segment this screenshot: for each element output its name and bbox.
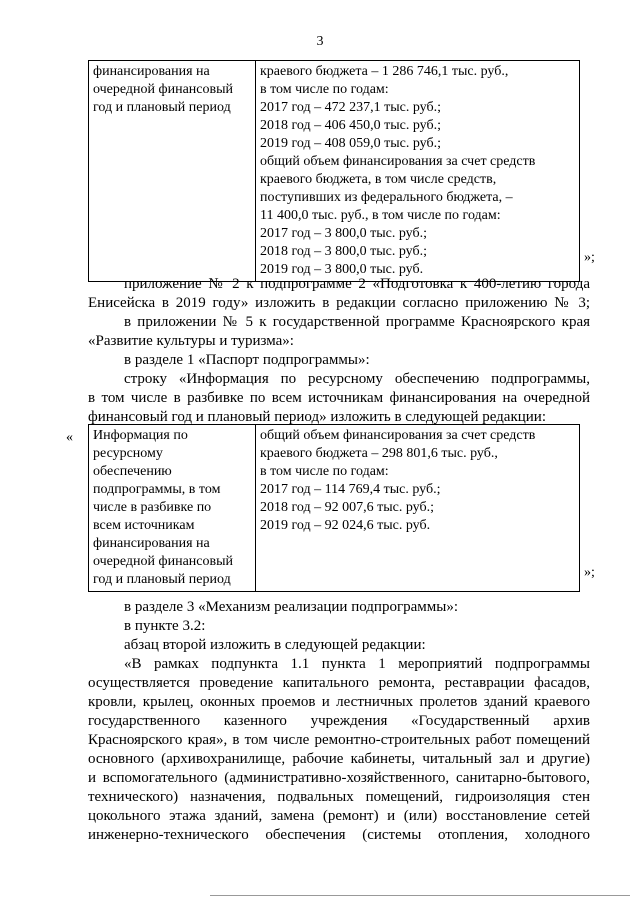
text-line: в разделе 1 «Паспорт подпрограммы»:: [124, 352, 370, 368]
text-line: государственного казенного учреждения «Государственный архив: [88, 713, 590, 729]
text-line: очередной финансовый: [93, 82, 234, 97]
text-line: 2019 год – 3 800,0 тыс. руб.: [260, 262, 424, 277]
text-line: Енисейска в 2019 году» изложить в редакции согласно приложению № 3;: [88, 295, 590, 311]
text-line: поступивших из федерального бюджета, –: [260, 190, 513, 205]
text-line: в приложении № 5 к государственной программе Красноярского края: [124, 314, 590, 330]
text-line: 2018 год – 406 450,0 тыс. руб.;: [260, 118, 441, 133]
text-line: приложение № 2 к подпрограмме 2 «Подготовка к 400-летию города: [124, 276, 590, 292]
body-text-block: [88, 275, 590, 427]
text-line: Красноярского края», в том числе ремонтно-строительных работ помещений: [88, 732, 590, 748]
text-line: в разделе 3 «Механизм реализации подпрограммы»:: [124, 599, 458, 615]
text-line: кровли, крылец, оконных проемов и лестничных пролетов зданий краевого: [88, 694, 590, 710]
text-line: финансовый год и плановый период» изложить в следующей редакции:: [88, 409, 547, 425]
text-line: 11 400,0 тыс. руб., в том числе по годам:: [260, 208, 501, 223]
text-line: абзац второй изложить в следующей редакции:: [124, 637, 426, 653]
text-line: осуществляется проведение капитального ремонта, реставрации фасадов,: [88, 675, 590, 691]
text-line: год и плановый период: [93, 100, 231, 115]
text-line: финансирования на: [93, 64, 210, 79]
text-line: краевого бюджета – 298 801,6 тыс. руб.,: [260, 446, 498, 461]
text-line: технического) назначения, подвальных помещений, гидроизоляция стен: [88, 789, 590, 805]
body-text-block: [88, 598, 590, 845]
closing-quote-mark: »;: [584, 250, 595, 265]
text-line: 2019 год – 408 059,0 тыс. руб.;: [260, 136, 441, 151]
text-line: общий объем финансирования за счет средств: [260, 154, 536, 169]
text-line: подпрограммы, в том: [93, 482, 221, 497]
text-line: 2018 год – 92 007,6 тыс. руб.;: [260, 500, 434, 515]
text-line: и вспомогательного (административно-хозяйственного, санитарно-бытового,: [88, 770, 590, 786]
text-line: ресурсному: [93, 446, 163, 461]
funding-table-new: [88, 424, 580, 592]
table-cell-value: [256, 425, 580, 592]
text-line: в том числе в разбивке по всем источникам финансирования на очередной: [88, 390, 590, 406]
text-line: в том числе по годам:: [260, 464, 389, 479]
text-line: «В рамках подпункта 1.1 пункта 1 мероприятий подпрограммы: [124, 656, 590, 672]
text-line: краевого бюджета – 1 286 746,1 тыс. руб.,: [260, 64, 509, 79]
text-line: общий объем финансирования за счет средств: [260, 428, 536, 443]
table-cell-label: [89, 61, 256, 282]
text-line: финансирования на: [93, 536, 210, 551]
text-line: инженерно-технического обеспечения (системы отопления, холодного: [88, 827, 590, 843]
text-line: 2017 год – 472 237,1 тыс. руб.;: [260, 100, 441, 115]
text-line: основного (архивохранилище, рабочие кабинеты, читальный зал и другие): [88, 751, 590, 767]
opening-quote-mark: «: [66, 430, 73, 445]
text-line: строку «Информация по ресурсному обеспечению подпрограммы,: [124, 371, 590, 387]
text-line: краевого бюджета, в том числе средств,: [260, 172, 497, 187]
page-number: 3: [316, 34, 324, 49]
text-line: 2019 год – 92 024,6 тыс. руб.: [260, 518, 431, 533]
text-line: «Развитие культуры и туризма»:: [88, 333, 294, 349]
funding-table-continuation: [88, 60, 580, 282]
text-line: Информация по: [93, 428, 188, 443]
text-line: в том числе по годам:: [260, 82, 389, 97]
text-line: обеспечению: [93, 464, 172, 479]
text-line: 2017 год – 114 769,4 тыс. руб.;: [260, 482, 441, 497]
text-line: в пункте 3.2:: [124, 618, 206, 634]
table-cell-label: [89, 425, 256, 592]
text-line: числе в разбивке по: [93, 500, 212, 515]
text-line: год и плановый период: [93, 572, 231, 587]
table-cell-value: [256, 61, 580, 282]
text-line: очередной финансовый: [93, 554, 234, 569]
text-line: всем источникам: [93, 518, 195, 533]
text-line: 2018 год – 3 800,0 тыс. руб.;: [260, 244, 427, 259]
page-bottom-rule: [210, 895, 630, 896]
text-line: цокольного этажа зданий, замена (ремонт) и (или) восстановление сетей: [88, 808, 590, 824]
text-line: 2017 год – 3 800,0 тыс. руб.;: [260, 226, 427, 241]
closing-quote-mark: »;: [584, 565, 595, 580]
